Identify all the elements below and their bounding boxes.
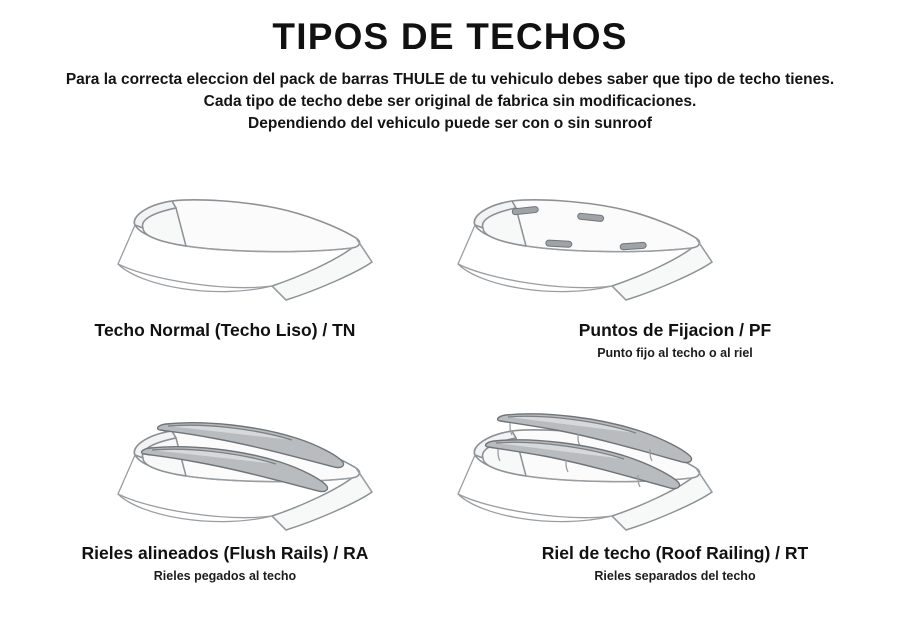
roof-type-caption-pf: Puntos de Fijacion / PF — [578, 320, 772, 340]
intro-line-2: Cada tipo de techo debe ser original de fabrica sin modificaciones. — [203, 92, 697, 110]
page-title: TIPOS DE TECHOS — [272, 16, 628, 57]
roof-type-card-rt — [450, 393, 900, 618]
car-roof-railing-icon — [450, 393, 900, 553]
car-roof-plain-icon — [0, 168, 450, 328]
roof-type-card-ra — [0, 393, 450, 618]
intro-line-3: Dependiendo del vehiculo puede ser con o sin sunroof — [248, 114, 652, 132]
roof-type-subcaption-pf: Punto fijo al techo o al riel — [597, 346, 753, 360]
car-roof-fixpoints-icon — [450, 168, 900, 328]
car-roof-flushrails-icon — [0, 393, 450, 553]
roof-type-subcaption-ra: Rieles pegados al techo — [153, 569, 297, 583]
intro-text — [0, 69, 900, 135]
roof-type-subcaption-rt: Rieles separados del techo — [594, 569, 756, 583]
roof-type-caption-tn: Techo Normal (Techo Liso) / TN — [94, 320, 356, 340]
roof-types-infographic — [0, 18, 900, 618]
roof-type-caption-ra: Rieles alineados (Flush Rails) / RA — [81, 543, 369, 563]
roof-types-grid — [0, 168, 900, 618]
roof-type-card-tn — [0, 168, 450, 393]
roof-type-caption-rt: Riel de techo (Roof Railing) / RT — [541, 543, 809, 563]
roof-type-card-pf — [450, 168, 900, 393]
intro-line-1: Para la correcta eleccion del pack de barras THULE de tu vehiculo debes saber que tipo de techo tienes. — [65, 70, 835, 88]
